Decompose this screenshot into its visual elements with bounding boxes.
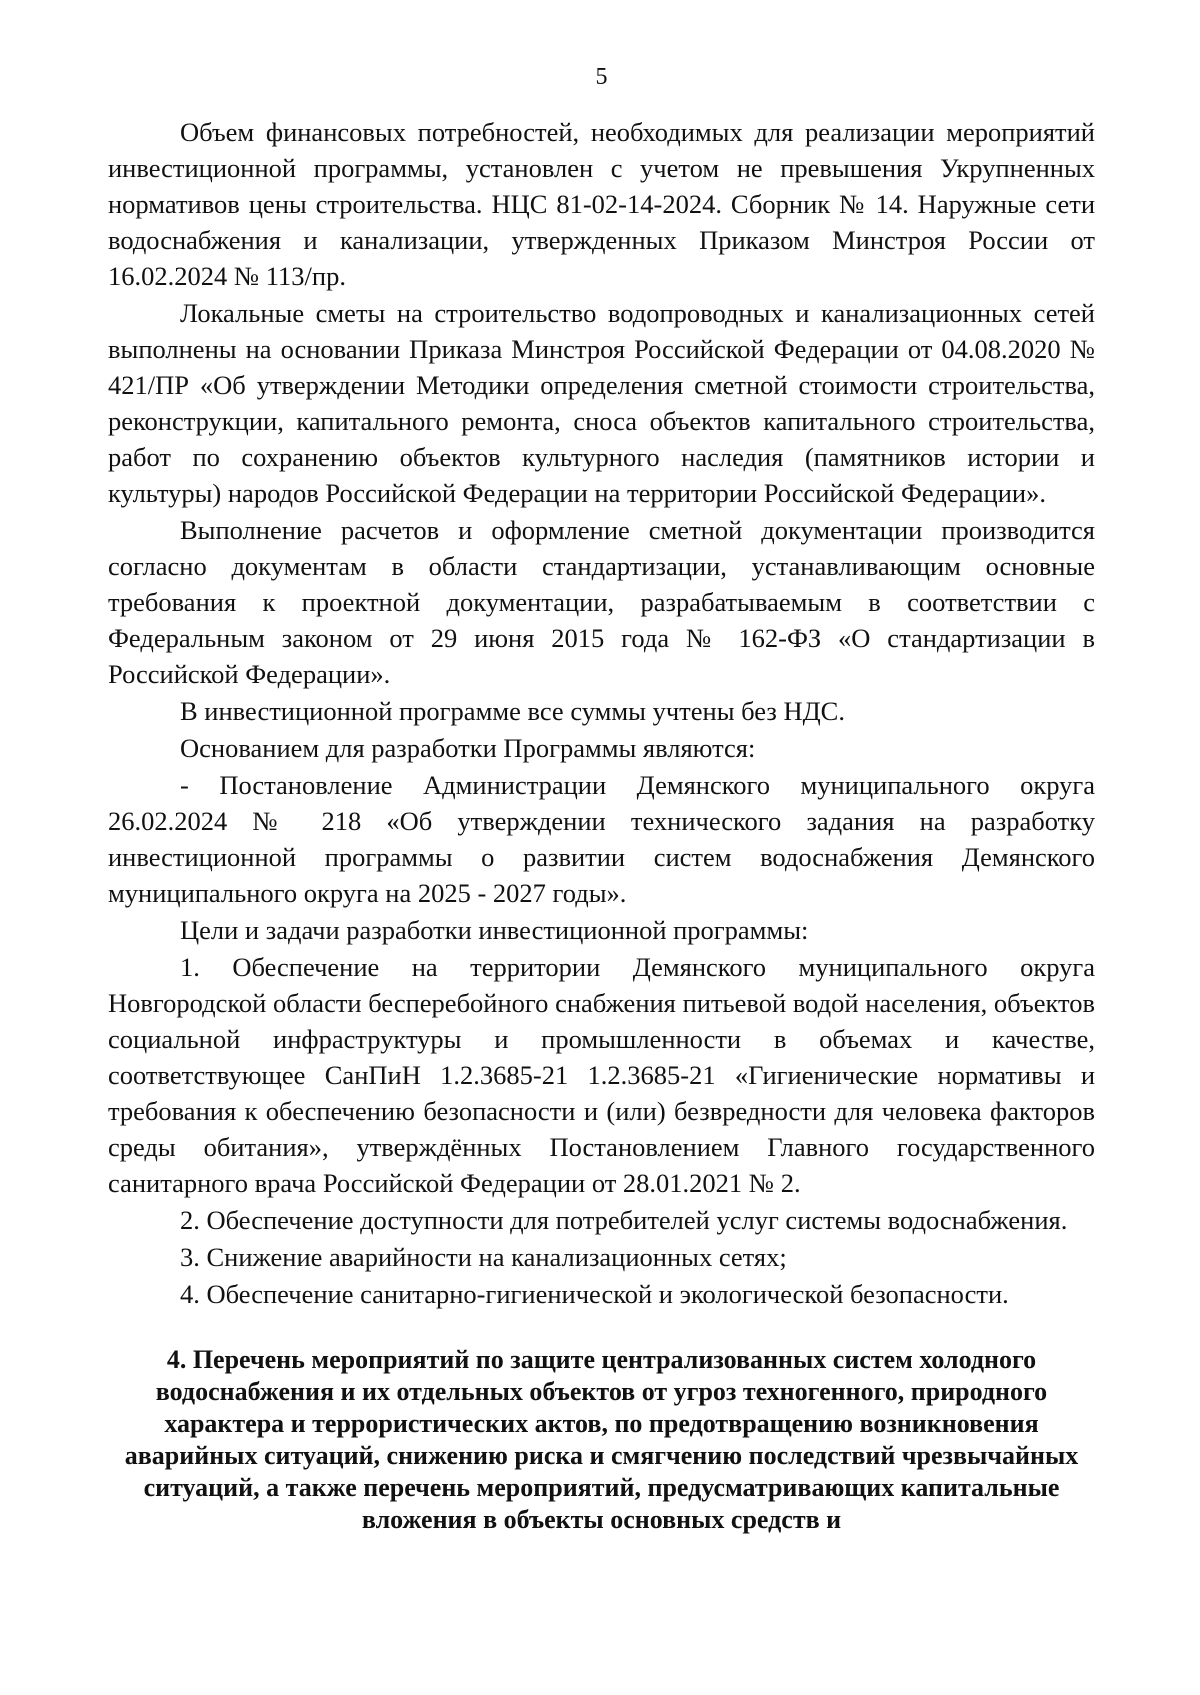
paragraph-basis-resolution: - Постановление Администрации Демянского муниципального округа 26.02.2024 № 218 «Об утверждении технического задания на разработку инвестиционной программы о развитии систем водоснабжения Демянского муниципального округа на 2025 - 2027 годы». xyxy=(108,770,1095,908)
goal-item-4: 4. Обеспечение санитарно-гигиенической и экологической безопасности. xyxy=(180,1279,1009,1309)
page-number: 5 xyxy=(595,64,608,90)
paragraph-vat-note: В инвестиционной программе все суммы учтены без НДС. xyxy=(180,696,845,726)
goal-item-2: 2. Обеспечение доступности для потребителей услуг системы водоснабжения. xyxy=(180,1205,1068,1235)
paragraph-goals-intro: Цели и задачи разработки инвестиционной программы: xyxy=(180,915,809,945)
goal-item-1: 1. Обеспечение на территории Демянского муниципального округа Новгородской области бесперебойного снабжения питьевой водой населения, объектов социальной инфраструктуры и промышленности в объемах и качестве, соответствующее СанПиН 1.2.3685-21 1.2.3685-21 «Гигиенические нормативы и требования к обеспечению безопасности и (или) безвредности для человека факторов среды обитания», утверждённых Постановлением Главного государственного санитарного врача Российской Федерации от 28.01.2021 № 2. xyxy=(108,952,1095,1198)
paragraph-basis-intro: Основанием для разработки Программы являются: xyxy=(180,733,756,763)
goal-item-3: 3. Снижение аварийности на канализационных сетях; xyxy=(180,1242,787,1272)
paragraph-local-estimates: Локальные сметы на строительство водопроводных и канализационных сетей выполнены на основании Приказа Минстроя Российской Федерации от 04.08.2020 № 421/ПР «Об утверждении Методики определения сметной стоимости строительства, реконструкции, капитального ремонта, сноса объектов капитального строительства, работ по сохранению объектов культурного наследия (памятников истории и культуры) народов Российской Федерации на территории Российской Федерации». xyxy=(108,298,1095,508)
paragraph-calculations: Выполнение расчетов и оформление сметной документации производится согласно документам в области стандартизации, устанавливающим основные требования к проектной документации, разрабатываемым в соответствии с Федеральным законом от 29 июня 2015 года № 162-ФЗ «О стандартизации в Российской Федерации». xyxy=(108,515,1095,689)
paragraph-financial-needs: Объем финансовых потребностей, необходимых для реализации мероприятий инвестиционной программы, установлен с учетом не превышения Укрупненных нормативов цены строительства. НЦС 81-02-14-2024. Сборник № 14. Наружные сети водоснабжения и канализации, утвержденных Приказом Минстроя России от 16.02.2024 № 113/пр. xyxy=(108,117,1095,291)
section-heading-4: 4. Перечень мероприятий по защите централизованных систем холодного водоснабжения и их отдельных объектов от угроз техногенного, природного характера и террористических актов, по предотвращению возникновения аварийных ситуаций, снижению риска и смягчению последствий чрезвычайных ситуаций, а также перечень мероприятий, предусматривающих капитальные вложения в объекты основных средств и xyxy=(124,1345,1079,1534)
document-body xyxy=(108,114,1095,1312)
